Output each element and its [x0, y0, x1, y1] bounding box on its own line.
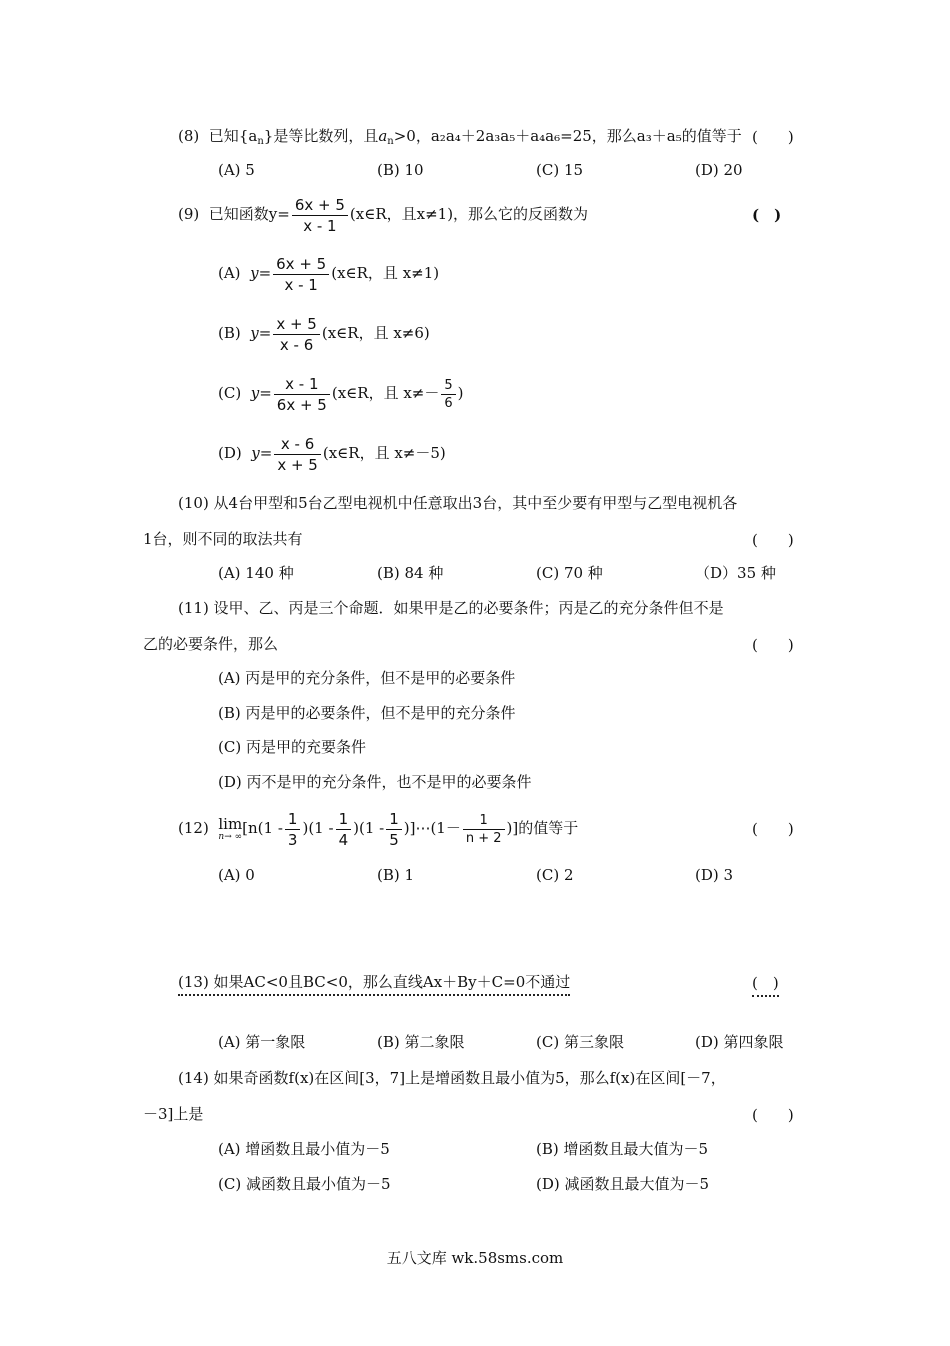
q12-option-d[interactable]: (D) 3: [695, 866, 734, 884]
q10-stem-line1: (10) 从4台甲型和5台乙型电视机中任意取出3台，其中至少要有甲型与乙型电视机各: [178, 494, 738, 512]
q9-option-d[interactable]: (D) y= $\frac{x - 6}{x + 5}$ (x∈R，且 x≠－5): [218, 434, 446, 474]
q14-option-d[interactable]: (D) 减函数且最大值为－5: [536, 1175, 710, 1193]
q12-number: (12): [178, 819, 209, 837]
q11-option-c[interactable]: (C) 丙是甲的充要条件: [218, 738, 366, 756]
q8-option-c[interactable]: (C) 15: [536, 161, 584, 179]
q10-answer-blank[interactable]: ( ): [752, 531, 794, 549]
q14-option-c[interactable]: (C) 减函数且最小值为－5: [218, 1175, 391, 1193]
q11-stem-line2: 乙的必要条件，那么: [143, 635, 279, 653]
q8-stem: [178, 126, 742, 146]
q9-option-c[interactable]: (C) y= $\frac{x - 1}{6x + 5}$ (x∈R，且 x≠－ $\frac{5}{6}$ ): [218, 374, 464, 414]
q9-fraction: $\frac{6x + 5}{x - 1}$: [292, 196, 348, 235]
q8-option-b[interactable]: (B) 10: [377, 161, 424, 179]
footer-watermark: 五八文库 wk.58sms.com: [386, 1249, 564, 1267]
q11-option-d[interactable]: (D) 丙不是甲的充分条件，也不是甲的必要条件: [218, 773, 532, 791]
q13-stem: (13) 如果AC<0且BC<0，那么直线Ax＋By＋C=0不通过: [178, 972, 570, 996]
q11-answer-blank[interactable]: ( ): [752, 636, 794, 654]
q8-option-a[interactable]: (A) 5: [218, 161, 255, 179]
q9-stem: (9) 已知函数y= $\frac{6x + 5}{x - 1}$ (x∈R，且x≠1)，那么它的反函数为: [178, 195, 589, 235]
q12-option-a[interactable]: (A) 0: [218, 866, 255, 884]
q12-limit: lim n→ ∞: [218, 815, 243, 842]
q10-option-c[interactable]: (C) 70 种: [536, 564, 603, 582]
q13-option-d[interactable]: (D) 第四象限: [695, 1033, 784, 1051]
q13-option-c[interactable]: (C) 第三象限: [536, 1033, 624, 1051]
q10-stem-line2: 1台，则不同的取法共有: [143, 530, 303, 548]
q10-option-d[interactable]: （D）35 种: [695, 564, 776, 582]
q9-option-a[interactable]: (A) y= $\frac{6x + 5}{x - 1}$ (x∈R，且 x≠1): [218, 254, 440, 294]
q14-option-a[interactable]: (A) 增函数且最小值为－5: [218, 1140, 390, 1158]
q12-option-b[interactable]: (B) 1: [377, 866, 415, 884]
q8-option-d[interactable]: (D) 20: [695, 161, 743, 179]
q11-option-a[interactable]: (A) 丙是甲的充分条件，但不是甲的必要条件: [218, 669, 516, 687]
q9-answer-blank[interactable]: ( ): [752, 206, 782, 224]
q9-number: (9): [178, 205, 200, 223]
q11-stem-line1: (11) 设甲、乙、丙是三个命题．如果甲是乙的必要条件；丙是乙的充分条件但不是: [178, 599, 724, 617]
q13-option-b[interactable]: (B) 第二象限: [377, 1033, 465, 1051]
q10-option-a[interactable]: (A) 140 种: [218, 564, 294, 582]
q8-answer-blank[interactable]: ( ): [752, 128, 794, 146]
q14-stem-line2: －3]上是: [143, 1105, 204, 1123]
q13-option-a[interactable]: (A) 第一象限: [218, 1033, 306, 1051]
q14-option-b[interactable]: (B) 增函数且最大值为－5: [536, 1140, 709, 1158]
q8-text: 已知$\{a_n\}$是等比数列，且$a_n>0$，a₂a₄＋2a₃a₅＋a₄a₆=25，那么a₃＋a₅的值等于: [208, 127, 742, 147]
q10-option-b[interactable]: (B) 84 种: [377, 564, 444, 582]
q12-answer-blank[interactable]: ( ): [752, 820, 794, 838]
q8-number: (8): [178, 127, 200, 145]
q11-option-b[interactable]: (B) 丙是甲的必要条件，但不是甲的充分条件: [218, 704, 516, 722]
q14-answer-blank[interactable]: ( ): [752, 1106, 794, 1124]
q12-stem: (12) lim n→ ∞ [n(1 - $\frac{1}{3}$ )(1 - $\frac{1}{4}$ )(1 - $\frac{1}{5}$ )]⋯(1－ $\frac{1}{n + 2}$ )]的值等于: [178, 809, 579, 849]
q12-option-c[interactable]: (C) 2: [536, 866, 574, 884]
q13-answer-blank[interactable]: ( ): [752, 972, 779, 997]
q14-stem-line1: (14) 如果奇函数f(x)在区间[3，7]上是增函数且最小值为5，那么f(x)在区间[－7，: [178, 1069, 726, 1087]
q9-option-b[interactable]: (B) y= $\frac{x + 5}{x - 6}$ (x∈R，且 x≠6): [218, 314, 430, 354]
